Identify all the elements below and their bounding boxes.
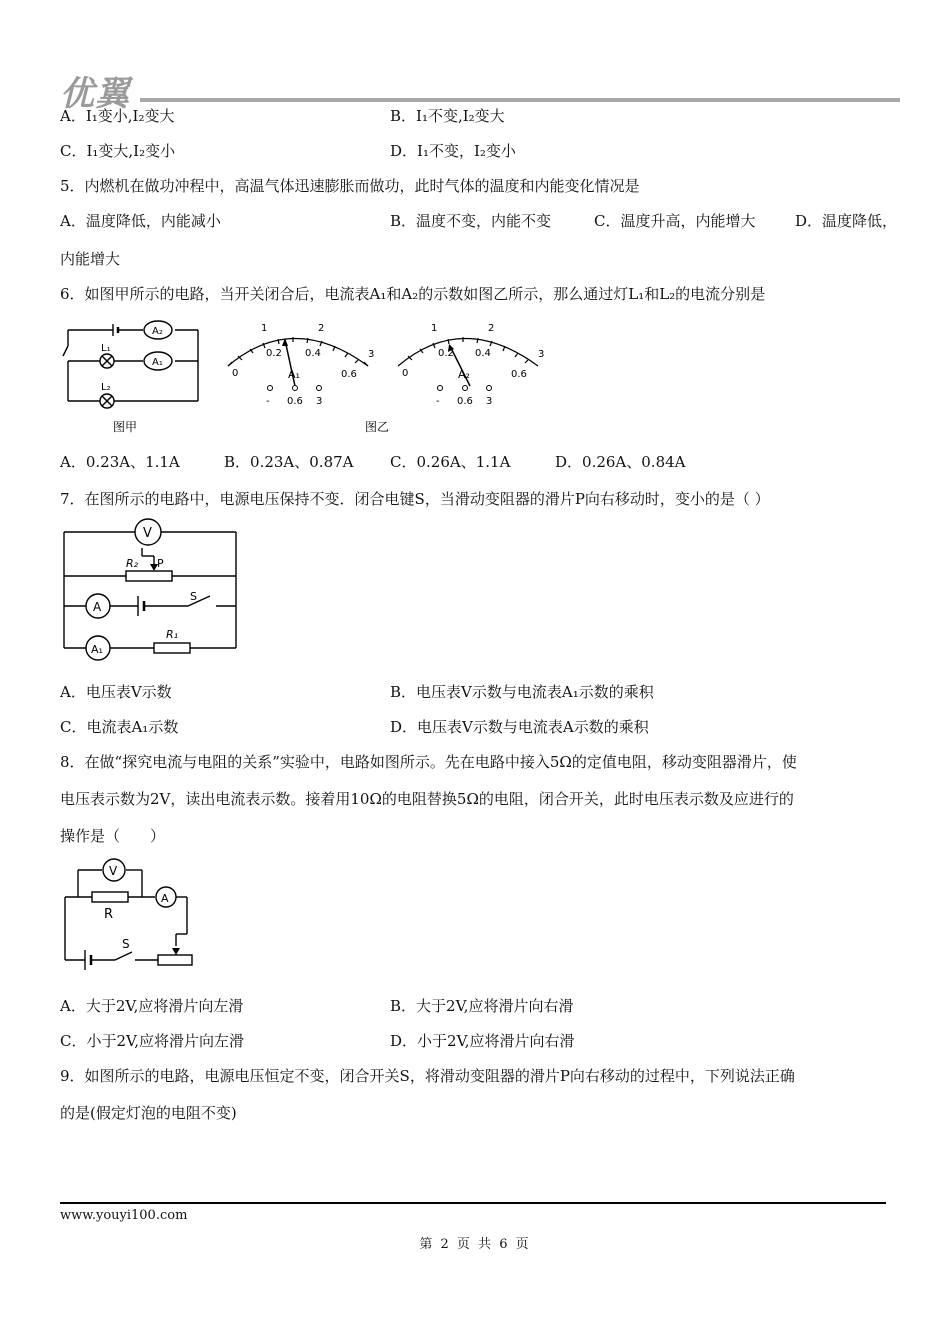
- footer-rule: [60, 1202, 886, 1204]
- q8-option-a: A．大于2V,应将滑片向左滑: [60, 997, 244, 1015]
- meter-a2-name: A₂: [458, 368, 470, 381]
- meter-a1-term-3: 3: [316, 396, 323, 407]
- q6-figure-b: [208, 316, 558, 436]
- meter-a2-term-3: 3: [486, 396, 493, 407]
- q8-stem-line3: 操作是（ ）: [60, 827, 166, 845]
- meter-a2-term-neg: -: [436, 396, 440, 407]
- q7-option-d: D．电压表V示数与电流表A示数的乘积: [390, 718, 649, 736]
- q7-fig-r1: R₁: [166, 628, 179, 641]
- meter-a1-scale-2: 2: [318, 323, 325, 334]
- meter-a1-scale-0.4: 0.4: [305, 348, 321, 359]
- q4-option-a: A．I₁变小,I₂变大: [60, 107, 175, 125]
- page-number: 第 2 页 共 6 页: [419, 1237, 531, 1252]
- q5-option-d-cont: 内能增大: [60, 250, 121, 268]
- q6-option-c: C．0.26A、1.1A: [390, 453, 511, 471]
- meter-a1-scale-3: 3: [368, 349, 375, 360]
- fig-b-caption: 图乙: [365, 420, 390, 434]
- q7-fig-p: P: [157, 557, 164, 570]
- q5-option-a: A．温度降低，内能减小: [60, 212, 221, 230]
- meter-a2-term-0.6: 0.6: [457, 396, 473, 407]
- q8-fig-s: S: [122, 937, 130, 951]
- q5-option-b: B．温度不变，内能不变: [390, 212, 552, 230]
- q8-fig-v: V: [109, 864, 118, 878]
- meter-a1-scale-0.6: 0.6: [341, 369, 357, 380]
- meter-a2-scale-3: 3: [538, 349, 545, 360]
- meter-a2-scale-1: 1: [431, 323, 438, 334]
- meter-a1-scale-0: 0: [232, 368, 239, 379]
- q8-fig-a: A: [161, 892, 169, 905]
- q8-option-c: C．小于2V,应将滑片向左滑: [60, 1032, 245, 1050]
- q6-option-b: B．0.23A、0.87A: [224, 453, 354, 471]
- q6-option-a: A．0.23A、1.1A: [60, 453, 180, 471]
- meter-a1-name: A₁: [288, 368, 300, 381]
- q7-fig-a: A: [93, 600, 102, 614]
- q8-option-d: D．小于2V,应将滑片向右滑: [390, 1032, 575, 1050]
- q5-option-d: D．温度降低，: [795, 212, 898, 230]
- meter-a2-scale-0: 0: [402, 368, 409, 379]
- meter-a2-scale-0.6: 0.6: [511, 369, 527, 380]
- meter-a1-term-0.6: 0.6: [287, 396, 303, 407]
- q6-figure-a: [58, 316, 208, 436]
- q7-fig-a1: A₁: [91, 643, 103, 656]
- q7-option-c: C．电流表A₁示数: [60, 718, 179, 736]
- meter-a2-scale-0.4: 0.4: [475, 348, 491, 359]
- fig-a-caption: 图甲: [113, 420, 138, 434]
- fig-a-a1-label: A₁: [152, 357, 163, 368]
- q9-stem-line2: 的是(假定灯泡的电阻不变): [60, 1104, 237, 1122]
- q6-stem: 6．如图甲所示的电路，当开关闭合后，电流表A₁和A₂的示数如图乙所示，那么通过灯L₁和L₂的电流分别是: [60, 285, 766, 303]
- q7-option-a: A．电压表V示数: [60, 683, 172, 701]
- q4-option-c: C．I₁变大,I₂变小: [60, 142, 176, 160]
- header-rule: [140, 98, 900, 102]
- q7-option-b: B．电压表V示数与电流表A₁示数的乘积: [390, 683, 654, 701]
- q4-option-b: B．I₁不变,I₂变大: [390, 107, 505, 125]
- q9-stem-line1: 9．如图所示的电路，电源电压恒定不变，闭合开关S，将滑动变阻器的滑片P向右移动的过程中，下列说法正确: [60, 1067, 795, 1085]
- q7-fig-s: S: [190, 590, 197, 603]
- q4-option-d: D．I₁不变，I₂变小: [390, 142, 516, 160]
- q7-figure: [58, 516, 243, 666]
- brand-logo: 优翼: [60, 74, 130, 114]
- meter-a2-scale-0.2: 0.2: [438, 348, 454, 359]
- meter-a1-term-neg: -: [266, 396, 270, 407]
- meter-a1-scale-0.2: 0.2: [266, 348, 282, 359]
- fig-a-a2-label: A₂: [152, 326, 163, 337]
- q5-option-c: C．温度升高，内能增大: [594, 212, 756, 230]
- meter-a1-scale-1: 1: [261, 323, 268, 334]
- q8-option-b: B．大于2V,应将滑片向右滑: [390, 997, 574, 1015]
- fig-a-l1-label: L₁: [101, 343, 111, 354]
- q7-stem: 7．在图所示的电路中，电源电压保持不变．闭合电键S，当滑动变阻器的滑片P向右移动时，变小的是（ ）: [60, 490, 770, 508]
- q6-option-d: D．0.26A、0.84A: [555, 453, 686, 471]
- q7-fig-r2: R₂: [126, 557, 139, 570]
- q8-stem-line1: 8．在做“探究电流与电阻的关系”实验中，电路如图所示。先在电路中接入5Ω的定值电阻，移动变阻器滑片，使: [60, 753, 797, 771]
- fig-a-l2-label: L₂: [101, 382, 111, 393]
- q8-fig-r: R: [104, 907, 114, 922]
- q7-fig-v: V: [143, 526, 152, 541]
- meter-a2-scale-2: 2: [488, 323, 495, 334]
- q8-figure: [60, 852, 200, 977]
- q5-stem: 5．内燃机在做功冲程中，高温气体迅速膨胀而做功，此时气体的温度和内能变化情况是: [60, 177, 640, 195]
- q8-stem-line2: 电压表示数为2V，读出电流表示数。接着用10Ω的电阻替换5Ω的电阻，闭合开关，此时电压表示数及应进行的: [60, 790, 794, 808]
- footer-url: www.youyi100.com: [60, 1208, 188, 1223]
